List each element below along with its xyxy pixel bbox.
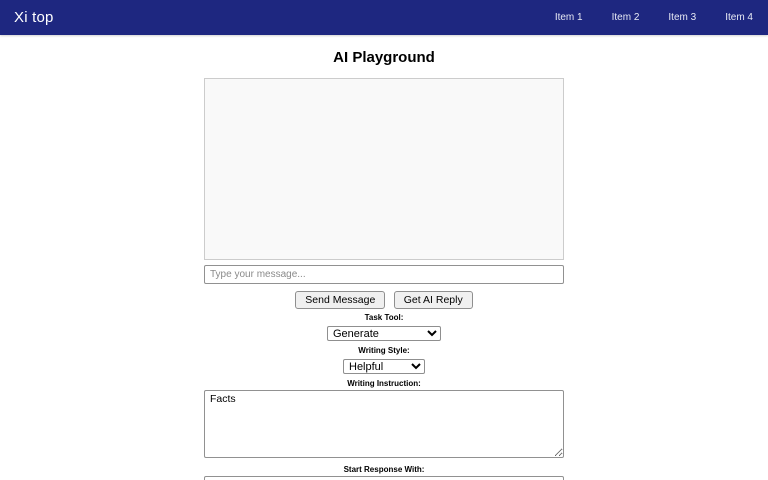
start-response-textarea[interactable] bbox=[204, 476, 564, 480]
page-title: AI Playground bbox=[333, 49, 435, 66]
start-response-label: Start Response With: bbox=[343, 465, 425, 474]
nav-item-3[interactable]: Item 3 bbox=[668, 12, 697, 23]
navbar-items bbox=[555, 12, 753, 23]
send-message-button[interactable]: Send Message bbox=[295, 291, 385, 309]
nav-item-2[interactable]: Item 2 bbox=[611, 12, 640, 23]
button-row bbox=[204, 290, 564, 309]
task-tool-label: Task Tool: bbox=[364, 313, 404, 322]
writing-style-select[interactable] bbox=[343, 359, 425, 374]
task-tool-select[interactable] bbox=[327, 326, 441, 341]
nav-item-1[interactable]: Item 1 bbox=[554, 12, 583, 23]
nav-item-4[interactable]: Item 4 bbox=[725, 12, 753, 23]
navbar bbox=[0, 0, 768, 35]
writing-instruction-label: Writing Instruction: bbox=[347, 379, 421, 388]
writing-style-label: Writing Style: bbox=[358, 346, 410, 355]
get-ai-reply-button[interactable]: Get AI Reply bbox=[394, 291, 473, 309]
message-input[interactable] bbox=[204, 265, 564, 284]
main-content bbox=[204, 49, 564, 480]
navbar-brand[interactable]: Xi top bbox=[14, 9, 54, 26]
chat-messages-box bbox=[204, 78, 564, 260]
writing-instruction-textarea[interactable] bbox=[204, 390, 564, 458]
